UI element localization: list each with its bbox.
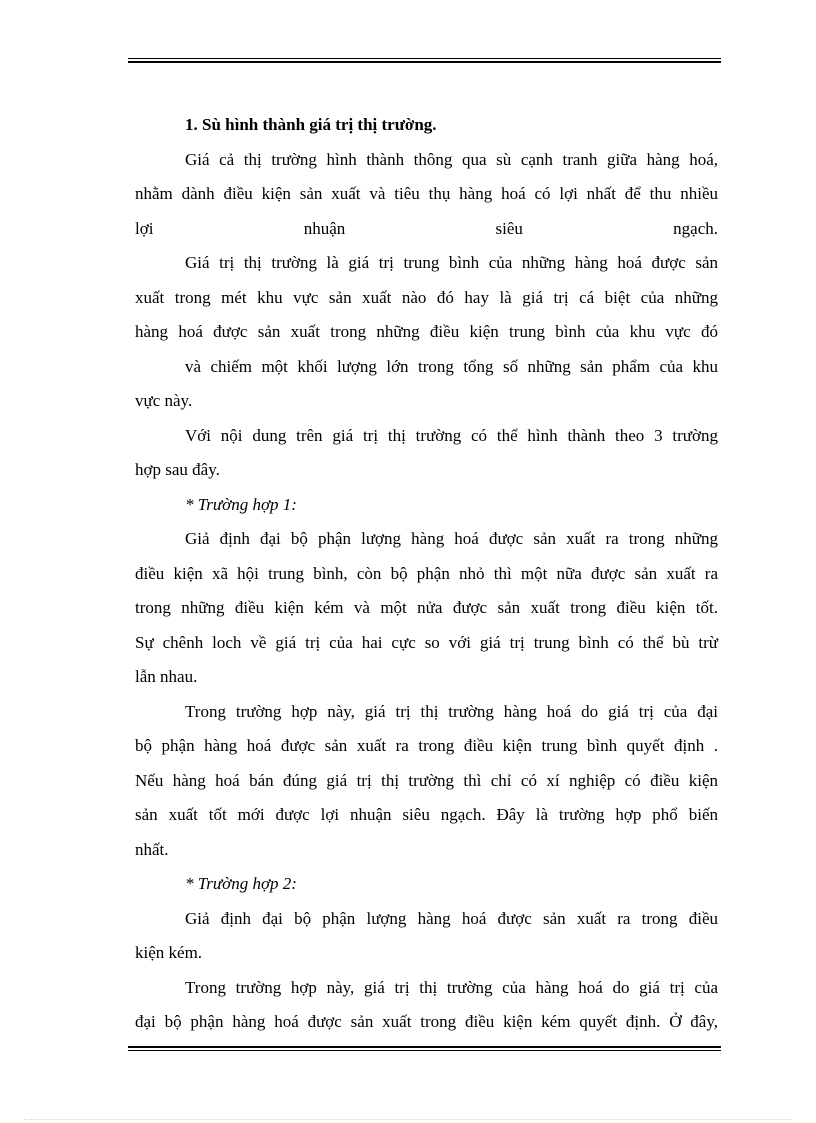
paragraph-line: điều kiện xã hội trung bình, còn bộ phận nhỏ thì một nữa được sản xuất ra — [135, 563, 718, 583]
page-edge-dotted-line — [24, 1119, 792, 1120]
paragraph-line: Trong trường hợp này, giá trị thị trường hàng hoá do giá trị của đại — [185, 701, 718, 721]
paragraph-line: trong những điều kiện kém và một nửa được sản xuất trong điều kiện tốt. — [135, 598, 718, 617]
case-label: * Trường hợp 1: — [185, 494, 297, 514]
paragraph-line: Giả định đại bộ phận lượng hàng hoá được sản xuất ra trong những — [185, 529, 718, 548]
paragraph-line: nhất. — [135, 839, 169, 859]
paragraph-line: đại bộ phận hàng hoá được sản xuất trong điều kiện kém quyết định. Ở đây, — [135, 1012, 718, 1031]
paragraph-line: hợp sau đây. — [135, 460, 220, 479]
case-label: * Trường hợp 2: — [185, 874, 297, 893]
footer-rule-thick — [128, 1046, 721, 1048]
paragraph-line: Trong trường hợp này, giá trị thị trường của hàng hoá do giá trị của — [185, 977, 718, 997]
header-rule-thick — [128, 61, 721, 63]
paragraph-line: hàng hoá được sản xuất trong những điều kiện trung bình của khu vực đó — [135, 322, 718, 341]
paragraph-line: Sự chênh loch về giá trị của hai cực so với giá trị trung bình có thể bù trừ — [135, 632, 718, 652]
footer-rule-thin — [128, 1050, 721, 1051]
header-rule-thin — [128, 58, 721, 59]
paragraph-line: vực này. — [135, 391, 193, 410]
section-heading: 1. Sù hình thành giá trị thị trường. — [185, 115, 437, 134]
paragraph-line: Giả định đại bộ phận lượng hàng hoá được sản xuất ra trong điều — [185, 908, 718, 928]
paragraph-line: lẫn nhau. — [135, 667, 198, 686]
paragraph-line: bộ phận hàng hoá được sản xuất ra trong điều kiện trung bình quyết định . — [135, 736, 718, 755]
paragraph-line: Với nội dung trên giá trị thị trường có thể hình thành theo 3 trường — [185, 425, 718, 445]
paragraph-line: xuất trong mét khu vực sản xuất nào đó hay là giá trị cá biệt của những — [135, 287, 718, 307]
document-body — [135, 108, 718, 1040]
paragraph-line: nhằm dành điều kiện sản xuất và tiêu thụ hàng hoá có lợi nhất để thu nhiều — [135, 184, 718, 203]
paragraph-line: Nếu hàng hoá bán đúng giá trị thị trường thì chỉ có xí nghiệp có điều kiện — [135, 770, 718, 790]
paragraph-line: Giá cả thị trường hình thành thông qua sù cạnh tranh giữa hàng hoá, — [185, 149, 718, 169]
paragraph-line: Giá trị thị trường là giá trị trung bình của những hàng hoá được sản — [185, 253, 718, 272]
paragraph-line: và chiếm một khối lượng lớn trong tổng số những sản phẩm của khu — [185, 356, 718, 376]
paragraph-line: kiện kém. — [135, 943, 203, 962]
paragraph-line: lợi nhuận siêu ngạch. — [135, 218, 718, 238]
paragraph-line: sản xuất tốt mới được lợi nhuận siêu ngạch. Đây là trường hợp phổ biến — [135, 805, 718, 824]
